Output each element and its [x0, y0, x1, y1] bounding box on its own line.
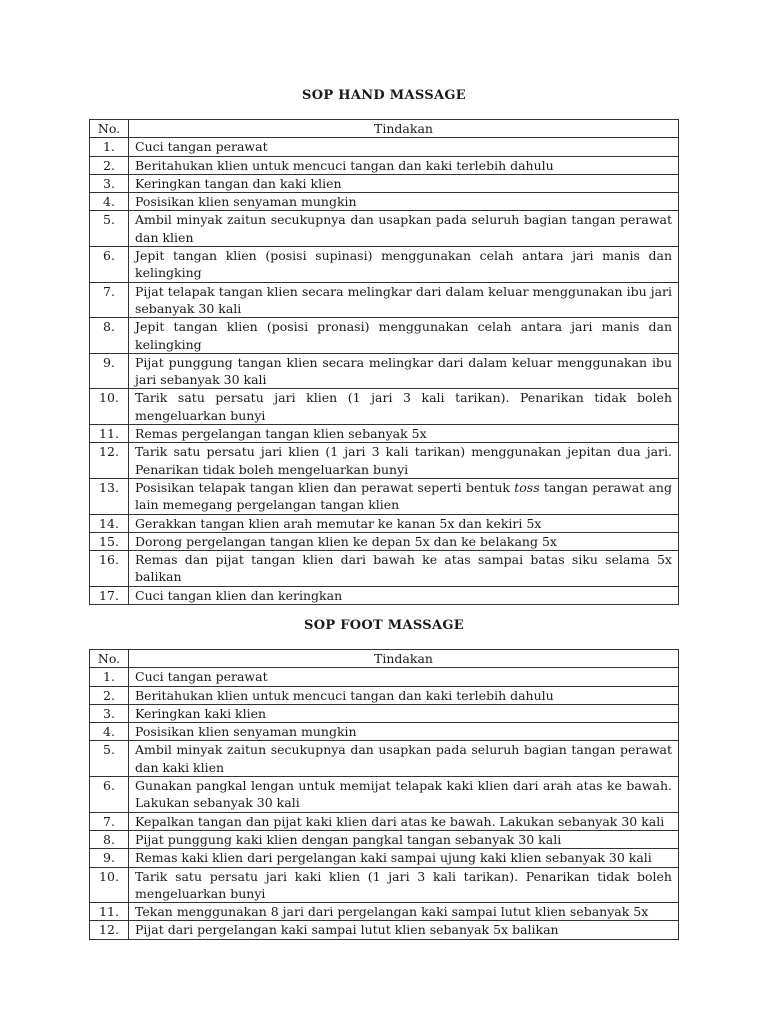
table-row — [90, 586, 679, 604]
hand-massage-table — [89, 119, 679, 605]
table-row — [90, 156, 679, 174]
column-header-tindakan: Tindakan — [129, 120, 679, 138]
table-row — [90, 830, 679, 848]
row-action-text: Kepalkan tangan dan pijat kaki klien dari atas ke bawah. Lakukan sebanyak 30 kali — [129, 812, 679, 830]
row-action-text: Tarik satu persatu jari klien (1 jari 3 kali tarikan). Penarikan tidak boleh mengeluarkan bunyi — [129, 389, 679, 425]
table-row — [90, 425, 679, 443]
row-number: 10. — [90, 389, 129, 425]
row-number: 2. — [90, 156, 129, 174]
column-header-no: No. — [90, 120, 129, 138]
row-number: 9. — [90, 353, 129, 389]
row-action-text: Gerakkan tangan klien arah memutar ke kanan 5x dan kekiri 5x — [129, 514, 679, 532]
row-action-text: Tarik satu persatu jari klien (1 jari 3 kali tarikan) menggunakan jepitan dua jari. Penarikan tidak boleh mengeluarkan bunyi — [129, 443, 679, 479]
row-action-text: Jepit tangan klien (posisi pronasi) menggunakan celah antara jari manis dan kelingking — [129, 318, 679, 354]
action-text-italic: toss — [514, 479, 540, 495]
row-number: 11. — [90, 425, 129, 443]
row-action-text: Posisikan klien senyaman mungkin — [129, 193, 679, 211]
row-number: 4. — [90, 193, 129, 211]
row-action-text: Tarik satu persatu jari kaki klien (1 jari 3 kali tarikan). Penarikan tidak boleh mengeluarkan bunyi — [129, 867, 679, 903]
row-action-text: Jepit tangan klien (posisi supinasi) menggunakan celah antara jari manis dan kelingking — [129, 247, 679, 283]
row-number: 13. — [90, 478, 129, 514]
table-row — [90, 686, 679, 704]
action-text-part: tangan perawat ang lain memegang pergelangan tangan klien — [135, 479, 672, 513]
row-number: 7. — [90, 812, 129, 830]
row-action-text: Remas dan pijat tangan klien dari bawah ke atas sampai batas siku selama 5x balikan — [129, 551, 679, 587]
row-action-text: Beritahukan klien untuk mencuci tangan dan kaki terlebih dahulu — [129, 156, 679, 174]
column-header-no: No. — [90, 650, 129, 668]
action-text-part: Posisikan telapak tangan klien dan perawat seperti bentuk — [135, 479, 515, 495]
row-number: 17. — [90, 586, 129, 604]
table-row — [90, 318, 679, 354]
table-row — [90, 704, 679, 722]
table-row — [90, 551, 679, 587]
row-number: 12. — [90, 443, 129, 479]
table-row — [90, 903, 679, 921]
row-action-text: Pijat telapak tangan klien secara melingkar dari dalam keluar menggunakan ibu jari sebanyak 30 kali — [129, 282, 679, 318]
row-number: 9. — [90, 849, 129, 867]
column-header-tindakan: Tindakan — [129, 650, 679, 668]
table-row — [90, 193, 679, 211]
row-number: 2. — [90, 686, 129, 704]
row-number: 8. — [90, 318, 129, 354]
table-header-row — [90, 120, 679, 138]
row-number: 14. — [90, 514, 129, 532]
row-number: 1. — [90, 668, 129, 686]
row-action-text: Pijat punggung kaki klien dengan pangkal tangan sebanyak 30 kali — [129, 830, 679, 848]
row-action-text: Keringkan kaki klien — [129, 704, 679, 722]
table-row — [90, 211, 679, 247]
table-row — [90, 389, 679, 425]
row-action-text: Ambil minyak zaitun secukupnya dan usapkan pada seluruh bagian tangan perawat dan klien — [129, 211, 679, 247]
row-action-text: Tekan menggunakan 8 jari dari pergelangan kaki sampai lutut klien sebanyak 5x — [129, 903, 679, 921]
table-row — [90, 777, 679, 813]
row-number: 3. — [90, 174, 129, 192]
row-number: 5. — [90, 211, 129, 247]
row-action-text: Remas pergelangan tangan klien sebanyak 5x — [129, 425, 679, 443]
row-action-text: Cuci tangan perawat — [129, 668, 679, 686]
table-row — [90, 353, 679, 389]
row-number: 6. — [90, 247, 129, 283]
row-action-text: Ambil minyak zaitun secukupnya dan usapkan pada seluruh bagian tangan perawat dan kaki klien — [129, 741, 679, 777]
table-row — [90, 668, 679, 686]
row-number: 4. — [90, 723, 129, 741]
hand-massage-title: SOP HAND MASSAGE — [302, 88, 466, 103]
row-action-text: Cuci tangan perawat — [129, 138, 679, 156]
table-row — [90, 849, 679, 867]
row-number: 16. — [90, 551, 129, 587]
foot-massage-title: SOP FOOT MASSAGE — [304, 618, 464, 633]
row-action-text: Pijat punggung tangan klien secara melingkar dari dalam keluar menggunakan ibu jari sebanyak 30 kali — [129, 353, 679, 389]
row-action-text — [129, 478, 679, 514]
table-row — [90, 867, 679, 903]
table-row — [90, 514, 679, 532]
row-action-text: Gunakan pangkal lengan untuk memijat telapak kaki klien dari arah atas ke bawah. Lakukan sebanyak 30 kali — [129, 777, 679, 813]
table-row — [90, 921, 679, 939]
row-action-text: Cuci tangan klien dan keringkan — [129, 586, 679, 604]
row-number: 10. — [90, 867, 129, 903]
table-row — [90, 138, 679, 156]
row-action-text: Dorong pergelangan tangan klien ke depan 5x dan ke belakang 5x — [129, 532, 679, 550]
table-header-row — [90, 650, 679, 668]
row-action-text: Keringkan tangan dan kaki klien — [129, 174, 679, 192]
row-number: 5. — [90, 741, 129, 777]
row-action-text: Beritahukan klien untuk mencuci tangan dan kaki terlebih dahulu — [129, 686, 679, 704]
row-number: 6. — [90, 777, 129, 813]
row-number: 15. — [90, 532, 129, 550]
foot-massage-table — [89, 649, 679, 940]
row-number: 8. — [90, 830, 129, 848]
row-action-text: Remas kaki klien dari pergelangan kaki sampai ujung kaki klien sebanyak 30 kali — [129, 849, 679, 867]
table-row — [90, 741, 679, 777]
table-row — [90, 532, 679, 550]
row-number: 11. — [90, 903, 129, 921]
table-row — [90, 443, 679, 479]
table-row — [90, 812, 679, 830]
row-number: 3. — [90, 704, 129, 722]
table-row — [90, 723, 679, 741]
table-row — [90, 478, 679, 514]
row-number: 12. — [90, 921, 129, 939]
row-action-text: Posisikan klien senyaman mungkin — [129, 723, 679, 741]
row-number: 7. — [90, 282, 129, 318]
row-number: 1. — [90, 138, 129, 156]
table-row — [90, 174, 679, 192]
row-action-text: Pijat dari pergelangan kaki sampai lutut klien sebanyak 5x balikan — [129, 921, 679, 939]
table-row — [90, 282, 679, 318]
table-row — [90, 247, 679, 283]
